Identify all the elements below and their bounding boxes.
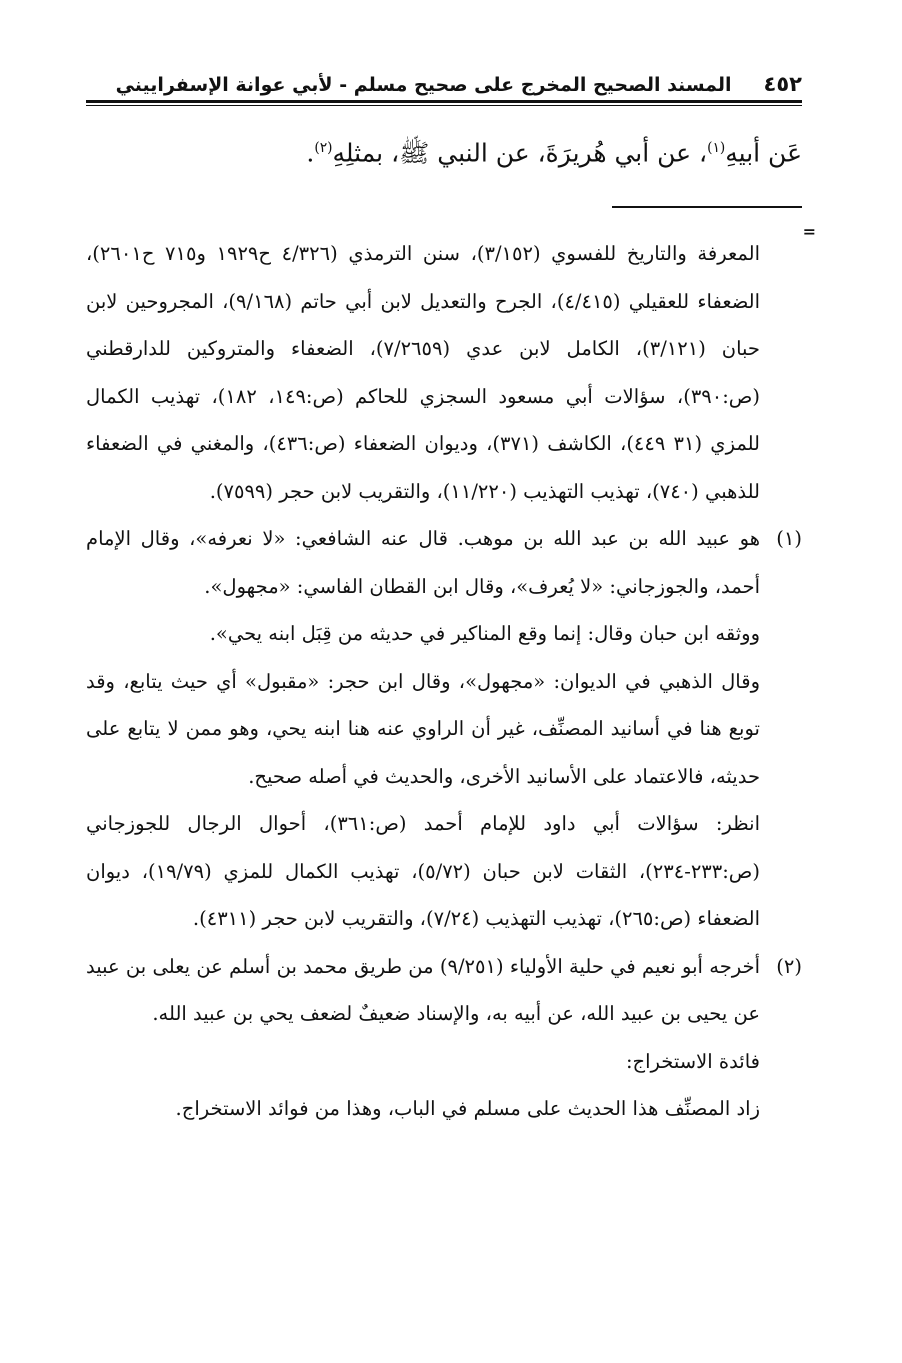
footnote-1-paragraph: هو عبيد الله بن عبد الله بن موهب. قال عنه الشافعي: «لا نعرفه»، وقال الإمام أحمد، والجوزجاني: «لا يُعرف»، وقال ابن القطان الفاسي: «مجهول».	[86, 527, 760, 598]
page-number: ٤٥٢	[763, 72, 802, 96]
footnote-continuation-text: المعرفة والتاريخ للفسوي (٣/١٥٢)، سنن الترمذي (٤/٣٢٦ ح١٩٢٩ و٧١٥ ح٢٦٠١)، الضعفاء للعقيلي (٤/٤١٥)، الجرح والتعديل لابن أبي حاتم (٩/١٦٨)، المجروحين لابن حبان (٣/١٢١)، الكامل لابن عدي (٧/٢٦٥٩)، الضعفاء والمتروكين للدارقطني (ص:٣٩٠)، سؤالات أبي مسعود السجزي للحاكم (ص:١٤٩، ١٨٢)، تهذيب الكمال للمزي (٣١ ٤٤٩)، الكاشف (٣٧١)، وديوان الضعفاء (ص:٤٣٦)، والمغني في الضعفاء للذهبي (٧٤٠)، تهذيب التهذيب (١١/٢٢٠)، والتقريب لابن حجر (٧٥٩٩).	[86, 242, 760, 503]
main-text	[86, 120, 802, 181]
footnote-2-body	[86, 943, 760, 1133]
footnote-continuation	[86, 230, 802, 515]
main-text-end: .	[306, 138, 315, 168]
footnote-1-paragraph: انظر: سؤالات أبي داود للإمام أحمد (ص:٣٦١)، أحوال الرجال للجوزجاني (ص:٢٣٣-٢٣٤)، الثقات لابن حبان (٥/٧٢)، تهذيب الكمال للمزي (١٩/٧٩)، ديوان الضعفاء (ص:٢٦٥)، تهذيب التهذيب (٧/٢٤)، والتقريب لابن حجر (٤٣١١).	[86, 812, 761, 930]
header-rule	[86, 100, 802, 106]
footnote-1-paragraph: ووثقه ابن حبان وقال: إنما وقع المناكير في حديثه من قِبَل ابنه يحي».	[209, 622, 760, 645]
footnote-2-paragraph: أخرجه أبو نعيم في حلية الأولياء (٩/٢٥١) من طريق محمد بن أسلم عن يعلى بن عبيد عن يحيى بن عبيد الله، عن أبيه به، والإسناد ضعيفٌ لضعف يحي بن عبيد الله.	[86, 954, 760, 1025]
footnote-2-number: (٢)	[776, 954, 802, 978]
footnote-2-paragraph: زاد المصنِّف هذا الحديث على مسلم في الباب، وهذا من فوائد الاستخراج.	[175, 1097, 760, 1120]
main-text-start: عَن أبيهِ	[725, 138, 802, 168]
footnote-separator	[612, 206, 802, 208]
footnote-1-number: (١)	[776, 527, 802, 550]
footnote-1-body	[86, 515, 760, 943]
footnote-ref-2[interactable]: (٢)	[314, 140, 333, 156]
footnote-1-paragraph: وقال الذهبي في الديوان: «مجهول»، وقال ابن حجر: «مقبول» أي حيث يتابع، وقد توبع هنا في أسانيد المصنِّف، غير أن الراوي عنه هنا ابنه يحي، وهو ممن لا يتابع على حديثه، فالاعتماد على الأسانيد الأخرى، والحديث في أصله صحيح.	[86, 669, 760, 788]
footnote-2	[86, 943, 802, 1133]
main-text-middle: ، عن أبي هُريرَةَ، عن النبي ﷺ، بمثلِهِ	[332, 138, 708, 168]
running-title: المسند الصحيح المخرج على صحيح مسلم - لأبي عوانة الإسفراييني	[115, 74, 732, 96]
footnote-2-paragraph: فائدة الاستخراج:	[625, 1049, 760, 1073]
page-header	[86, 72, 802, 96]
footnote-ref-1[interactable]: (١)	[707, 140, 726, 156]
footnote-1	[86, 515, 802, 943]
footnotes	[86, 230, 802, 1133]
continuation-mark: =	[802, 222, 816, 241]
